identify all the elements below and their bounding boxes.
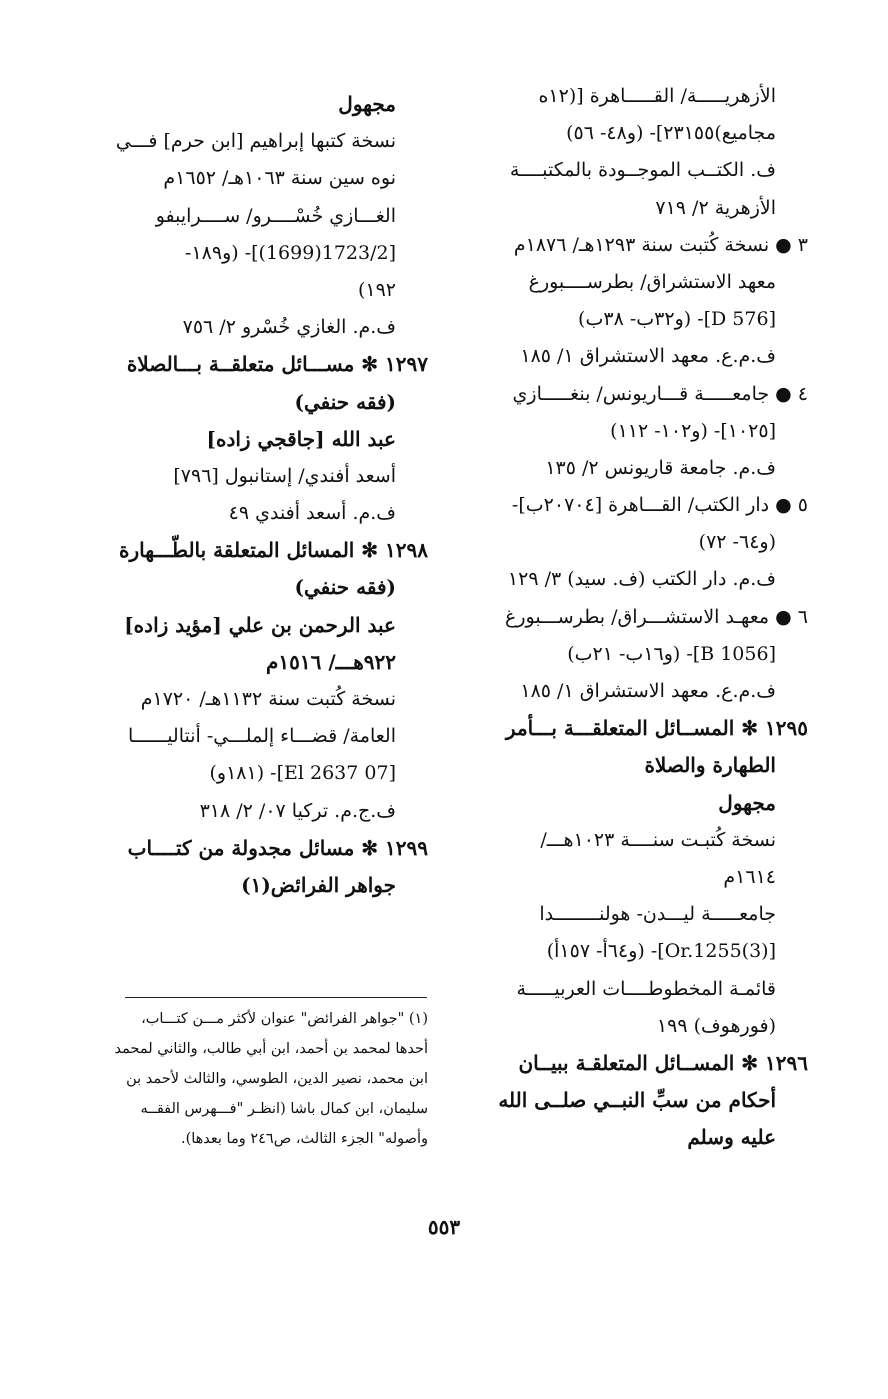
right-column-line: ف.م. جامعة قاريونس ٢/ ١٣٥ — [545, 456, 776, 479]
left-column-line: نسخة كتبها إبراهيم [ابن حرم] فـــي — [115, 130, 396, 153]
left-column-line: [1723/2(1699)]- (و١٨٩- — [185, 241, 396, 264]
left-column-line: (فقه حنفي) — [294, 389, 396, 414]
right-column-line: ف. الكتــب الموجــودة بالمكتبــــة — [509, 159, 776, 182]
footnote-line: ابن محمد، نصير الدين، الطوسي، والثالث لأحمد بن — [126, 1071, 428, 1087]
footnote-line: سليمان، ابن كمال باشا (انظـر "فـــهرس الفقــه — [140, 1101, 428, 1117]
left-column-line: ف.ج.م. تركيا ٠٧/ ٢/ ٣١٨ — [199, 799, 396, 822]
left-column-line: ١٢٩٩ ✻ مسائل مجدولة من كتــــاب — [127, 835, 428, 860]
right-column-line: ٥ ● دار الكتب/ القـــاهرة [٢٠٧٠٤ب]- — [511, 494, 808, 517]
right-column-line: مجاميع)٢٣١٥٥]- (و٤٨- ٥٦) — [566, 122, 776, 145]
right-column-line: الطهارة والصلاة — [644, 753, 776, 778]
footnote-divider — [125, 997, 427, 998]
right-column-line: ف.م. دار الكتب (ف. سيد) ٣/ ١٢٩ — [507, 568, 776, 591]
right-column-line: [١٠٢٥]- (و١٠٢- ١١٢) — [610, 419, 776, 442]
right-column-line: [D 576]- (و٣٢ب- ٣٨ب) — [578, 308, 776, 331]
left-column-line: العامة/ قضـــاء إلملـــي- أنتاليــــــا — [128, 725, 396, 748]
right-column-line: عليه وسلم — [687, 1125, 776, 1150]
right-column-line: ف.م.ع. معهد الاستشراق ١/ ١٨٥ — [520, 345, 776, 368]
left-column-line: أسعد أفندي/ إستانبول [٧٩٦] — [173, 464, 396, 487]
footnote-line: (١) "جواهر الفرائض" عنوان لأكثر مـــن كتـــاب، — [141, 1011, 428, 1027]
right-column-line: (فورهوف) ١٩٩ — [656, 1014, 776, 1037]
right-column-line: ٦ ● معهـد الاستشـــراق/ بطرســـبورغ — [505, 605, 808, 628]
left-column-line: مجهول — [338, 92, 396, 116]
left-column-line: [07 El 2637]- (١٨١و) — [209, 762, 396, 785]
footnote-line: أحدها لمحمد بن أحمد، ابن أبي طالب، والثاني لمحمد — [114, 1041, 428, 1057]
right-column-line: جامعـــــة ليـــدن- هولنــــــــدا — [539, 903, 776, 926]
right-column-line: أحكام من سبِّ النبــي صلــى الله — [498, 1088, 776, 1113]
footnote — [114, 1004, 428, 1154]
left-column-line: ف.م. الغازي خُسْرو ٢/ ٧٥٦ — [182, 316, 396, 339]
right-column-line: ١٢٩٦ ✻ المســائل المتعلقـة ببيــان — [518, 1050, 808, 1075]
right-column-line: ٣ ● نسخة كُتبت سنة ١٢٩٣هـ/ ١٨٧٦م — [513, 233, 808, 256]
right-column-line: ف.م.ع. معهد الاستشراق ١/ ١٨٥ — [520, 680, 776, 702]
left-column-line: ١٩٢) — [357, 278, 396, 301]
left-column-line: ٩٢٢هـــ/ ١٥١٦م — [266, 649, 396, 674]
left-column-line: جواهر الفرائض(١) — [241, 872, 396, 897]
left-column — [84, 86, 428, 904]
right-column-line: قائمـة المخطوطــــات العربيـــــة — [516, 977, 776, 1000]
left-column-line: ١٢٩٧ ✻ مســـائل متعلقــة بـــالصلاة — [126, 352, 428, 377]
right-column-line: [B 1056]- (و١٦ب- ٢١ب) — [567, 642, 776, 665]
right-column-line: ١٦١٤م — [723, 865, 776, 888]
left-column-line: عبد الله [جاقجي زاده] — [206, 426, 396, 451]
left-column-line: (فقه حنفي) — [294, 575, 396, 600]
right-column-line: معهد الاستشراق/ بطرســــبورغ — [528, 270, 776, 293]
right-column-line: [Or.1255(3)]- (و٦٤أ- ١٥٧أ) — [546, 940, 776, 963]
right-column — [464, 78, 808, 1156]
left-column-line: الغـــازي خُسْــــرو/ ســــرايبفو — [155, 204, 396, 227]
left-column-line: ١٢٩٨ ✻ المسائل المتعلقة بالطّـــهارة — [119, 538, 428, 563]
left-column-line: عبد الرحمن بن علي [مؤيد زاده] — [124, 612, 396, 637]
left-column-line: نوه سين سنة ١٠٦٣هـ/ ١٦٥٢م — [163, 167, 396, 190]
right-column-line: ١٢٩٥ ✻ المســائل المتعلقـــة بـــأمر — [505, 716, 808, 741]
page-number: ٥٥٣ — [427, 1215, 461, 1239]
footnote-line: وأصوله" الجزء الثالث، ص٢٤٦ وما بعدها). — [180, 1131, 428, 1147]
right-column-line: ٤ ● جامعـــــة قـــاريونس/ بنغـــــازي — [512, 382, 808, 405]
right-column-line: الأزهرية ٢/ ٧١٩ — [655, 196, 776, 219]
right-column-line: نسخة كُتبـت سنــــة ١٠٢٣هـــ/ — [540, 828, 776, 851]
right-column-line: الأزهريـــــة/ القـــــاهرة [(١٢ه — [538, 85, 776, 107]
left-column-line: نسخة كُتبت سنة ١١٣٢هـ/ ١٧٢٠م — [140, 688, 396, 710]
right-column-line: مجهول — [718, 790, 776, 815]
right-column-line: (و٦٤- ٧٢) — [698, 531, 776, 554]
left-column-line: ف.م. أسعد أفندي ٤٩ — [228, 502, 396, 525]
